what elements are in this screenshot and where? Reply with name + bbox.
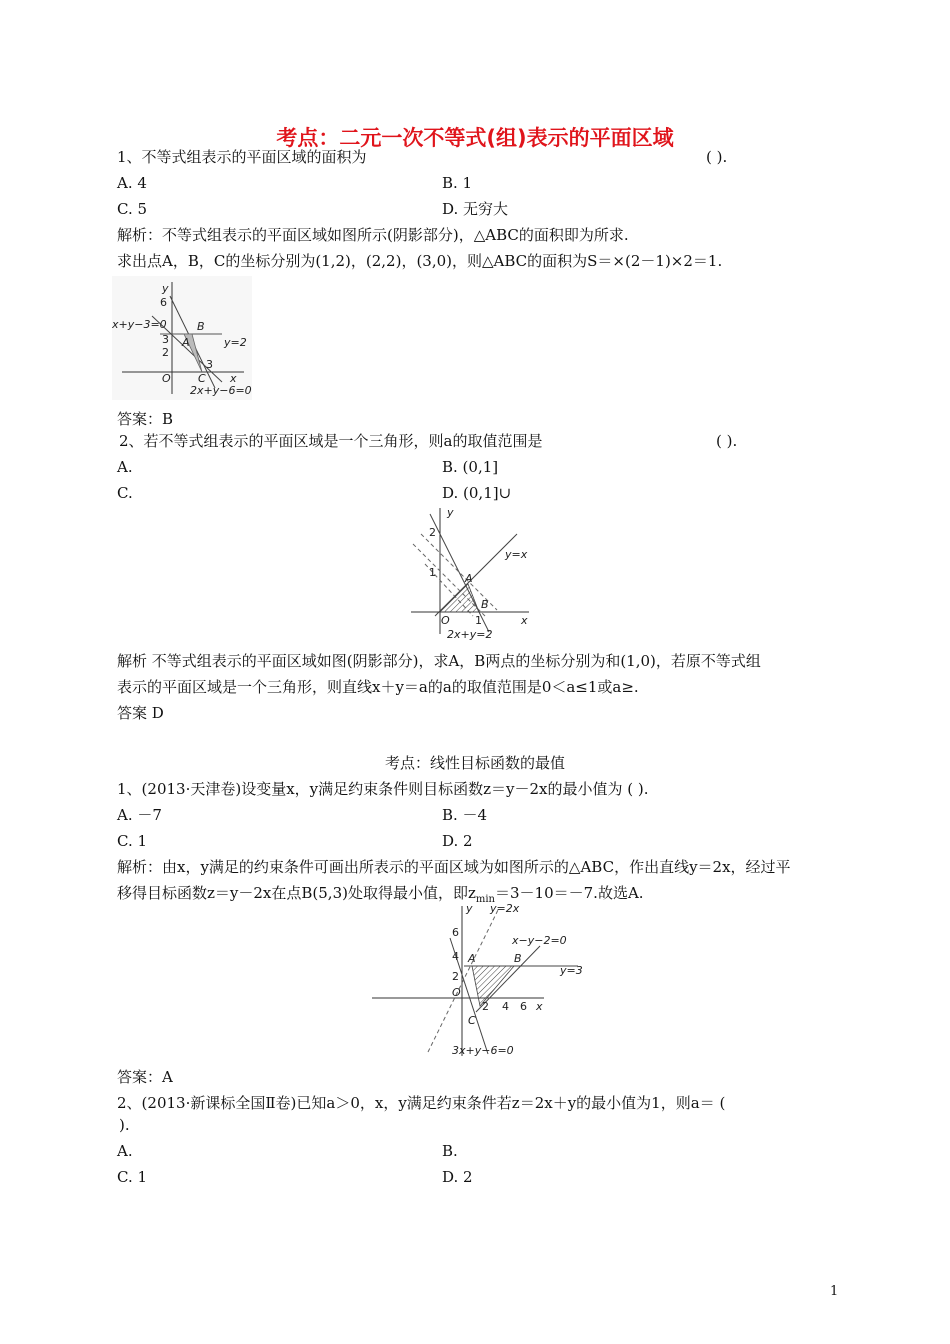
page-number: 1 (830, 1284, 839, 1299)
q1-label-6: 6 (160, 296, 167, 309)
s2-q1-answer: 答案：A (117, 1068, 173, 1086)
q2-label-b: B (481, 598, 489, 611)
s2-label-2x: 2 (482, 1000, 489, 1013)
s2-q1-figure (368, 900, 584, 1060)
q1-label-o: O (162, 372, 171, 385)
s2-label-2: 2 (452, 970, 459, 983)
s2-q2-option-d: D. 2 (442, 1168, 473, 1186)
q1-figure (112, 276, 252, 400)
q1-label-c: C (198, 372, 206, 385)
s2-label-a: A (468, 952, 476, 965)
s2-q2-stem-cont: ). (119, 1116, 130, 1134)
s2-label-6x: 6 (520, 1000, 527, 1013)
section-title-1: 考点：二元一次不等式(组)表示的平面区域 (276, 126, 674, 150)
q1-analysis-line1: 解析：不等式组表示的平面区域如图所示(阴影部分)，△ABC的面积即为所求. (117, 226, 629, 244)
q2-label-2: 2 (429, 526, 436, 539)
q1-label-line3: 2x+y−6=0 (190, 384, 252, 397)
q2-figure (405, 504, 535, 642)
q1-analysis-line2: 求出点A，B，C的坐标分别为(1,2)，(2,2)，(3,0)，则△ABC的面积为S＝×(2－1)×2＝1. (117, 252, 723, 270)
q2-shaded-region (440, 584, 479, 612)
q1-label-3x: 3 (206, 358, 213, 371)
s2-label-line3: 3x+y−6=0 (452, 1044, 514, 1057)
s2-q2-option-c: C. 1 (117, 1168, 148, 1186)
s2-label-x: x (536, 1000, 543, 1013)
s2-q1-option-c: C. 1 (117, 832, 148, 850)
q1-answer: 答案：B (117, 410, 174, 428)
s2-q1-option-a: A. －7 (117, 806, 162, 824)
q1-label-y: y (162, 282, 169, 295)
q2-option-a: A. (117, 458, 133, 476)
q2-analysis-line2: 表示的平面区域是一个三角形，则直线x＋y＝a的a的取值范围是0＜a≤1或a≥. (117, 678, 639, 696)
q2-option-d: D. (0,1]∪ (442, 484, 512, 502)
s2-q1-analysis-line2-text: 移得目标函数z＝y－2x在点B(5,3)处取得最小值，即z (117, 884, 476, 902)
q1-option-a: A. 4 (117, 174, 147, 192)
q1-label-b: B (197, 320, 205, 333)
q2-label-o: O (441, 614, 450, 627)
s2-q2-option-b: B. (442, 1142, 458, 1160)
s2-label-line1: x−y−2=0 (512, 934, 567, 947)
section-title-2: 考点：线性目标函数的最值 (384, 754, 565, 772)
q1-label-a: A (182, 336, 190, 349)
s2-label-4x: 4 (502, 1000, 509, 1013)
q1-option-b: B. 1 (442, 174, 473, 192)
q2-label-line2: 2x+y=2 (447, 628, 493, 641)
q1-label-3: 3 (162, 333, 169, 346)
s2-q1-analysis-sub: min (475, 894, 495, 905)
q1-label-line1: x+y−3=0 (112, 318, 167, 331)
s2-label-y3: y=3 (560, 964, 583, 977)
q2-label-y: y (447, 506, 454, 519)
s2-label-6: 6 (452, 926, 459, 939)
s2-q2-stem: 2、(2013·新课标全国Ⅱ卷)已知a＞0，x，y满足约束条件若z＝2x＋y的最小值为1，则a＝ ( (117, 1094, 726, 1112)
q2-option-c: C. (117, 484, 133, 502)
s2-q2-option-a: A. (117, 1142, 133, 1160)
q1-label-x: x (230, 372, 237, 385)
q1-stem: 1、不等式组表示的平面区域的面积为 (117, 148, 367, 166)
q1-option-d: D. 无穷大 (442, 200, 509, 218)
q1-option-c: C. 5 (117, 200, 148, 218)
q2-label-line1: y=x (505, 548, 528, 561)
s2-q1-option-d: D. 2 (442, 832, 473, 850)
s2-label-4: 4 (452, 950, 459, 963)
q2-label-a: A (465, 572, 473, 585)
q1-label-2: 2 (162, 346, 169, 359)
q2-label-1: 1 (429, 566, 436, 579)
s2-label-y2x: y=2x (490, 902, 520, 915)
s2-q1-option-b: B. －4 (442, 806, 488, 824)
q1-answer-paren: ( ). (706, 148, 728, 166)
q2-analysis-line1: 解析 不等式组表示的平面区域如图(阴影部分)，求A，B两点的坐标分别为和(1,0)，若原不等式组 (117, 652, 761, 670)
q2-label-1x: 1 (475, 614, 482, 627)
q2-option-b: B. (0,1] (442, 458, 499, 476)
s2-q1-analysis-line1: 解析：由x，y满足的约束条件可画出所表示的平面区域为如图所示的△ABC，作出直线y＝2x，经过平 (117, 858, 791, 876)
q2-answer: 答案 D (117, 704, 164, 722)
s2-label-o: O (452, 986, 461, 999)
q1-label-y2: y=2 (224, 336, 247, 349)
q2-answer-paren: ( ). (716, 432, 738, 450)
s2-label-y: y (466, 902, 473, 915)
s2-q1-analysis-line2-tail: ＝3－10＝－7.故选A. (495, 884, 644, 902)
s2-q1-stem: 1、(2013·天津卷)设变量x，y满足约束条件则目标函数z＝y－2x的最小值为 ( ). (117, 780, 649, 798)
s2-label-b: B (514, 952, 522, 965)
s2-label-c: C (468, 1014, 476, 1027)
q2-stem: 2、若不等式组表示的平面区域是一个三角形，则a的取值范围是 (119, 432, 543, 450)
q2-label-x: x (521, 614, 528, 627)
